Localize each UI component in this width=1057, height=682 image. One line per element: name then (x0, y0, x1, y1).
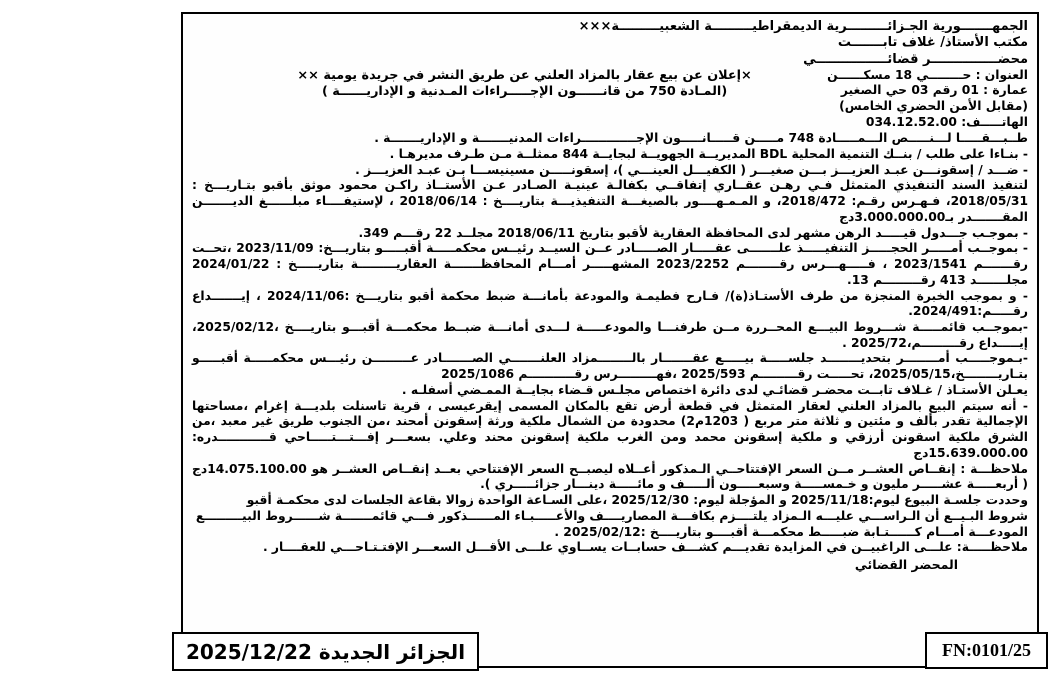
body-paragraph: ملاحظـــة : إنقــاص العشــر مــن السعر الإفتتاحــي الـمذكور أعــلاه ليصبــح السعر الإفتتاحي بعــد إنقــاص العشــر هو 14.075.100.00دج ( أربعـــــة عشـــــر مليون و خـمســـــة وسبعـــــون ألـــــف و مائـــــة دينـــار جزائـــــري ). (192, 461, 1028, 492)
body-paragraph: وحددت جلسـة البيوع ليوم:2025/11/18 و المؤجلة ليوم: 2025/12/30 ،على السـاعة الواحدة زوالا بقاعة الجلسات لدى محكمـة أقبو (246, 493, 1028, 508)
address-line-1: العنوان : حــــــــي 18 مسكــــــن (827, 67, 1028, 82)
body-paragraph: -بموجــب قائمـــــة شـــروط البيـــع المحــررة مــن طرفنـــا والمودعـــــة لـــدى أمانـــة ضبــط محكمـــة أقبـــو بتاريــــخ ،2025/02/12، إيـــــداع رقـــــــــم،2025/72 . (192, 320, 1028, 350)
body-paragraph: ملاحظـــــة: علـــى الراغبيــن في المزايدة تقديـــم كشـــف حسابــات يســاوي علـــى الأقـــل السعـــر الإفتـتـاحـــي للعقــــار . (262, 540, 1028, 555)
address-block (827, 68, 1028, 130)
bailiff-office-line: مكتب الأستاذ/ غلاف تابـــــــت (837, 35, 1028, 51)
bailiff-signature: المحضر القضائي (854, 557, 958, 573)
announcement-title-block (192, 68, 827, 101)
body-paragraph: - بموجـب جـــدول قيـــــد الرهن مشهر لدى المحافظة العقارية لأقبو بتاريخ 2018/06/11 مجلــد 22 رقـــم 349. (358, 225, 1028, 240)
announcement-subtitle: (المـادة 750 من قانــــــون الإجـــــراءات المـدنية و الإداريــــــة ) (321, 84, 728, 100)
reference-number: FN:0101/25 (942, 640, 1031, 660)
header-row (192, 68, 1028, 130)
newspaper-name-box (172, 632, 479, 671)
body-paragraph: شروط البـيــع أن الـراســـي عليـــه الـمزاد يلتــــزم بكافـــة المصاريــــف والأعـــــبـاء المــــــذكور فـــي قائمـــــــة شــــــروط البيـــــــــع (195, 508, 1028, 523)
body-paragraph: لتنفيذ السند التنفيذي المتمثل فـي رهـن عقــاري إتفاقــي بكفالـة عينيـة الصـادر عـن الأستــاذ راكـن محمود موثق بأقبو بتـاريـــخ : 2018/05/31، فـهـرس رقـم: 2018/472، و المـمـهــــور بالصيغـــة التنفيذيـــة بتاريــــخ : 2018/06/14 ، لإستيفــــاء مبلــــــغ الديـــــــن المقـــــــدر بـ3.000.000.00دج (192, 178, 1029, 224)
legal-notice-document (181, 12, 1039, 668)
body-paragraph: - أنه سيتم البيع بالمزاد العلني لعقار المتمثل في قطعة أرض تقع بالمكان المسمى إيقرعيسى ، قرية تاسنلت بلديـــة إغرام ،مساحتها الإجمالية تقدر بألف و مئتين و ثلاثة متر مربع ( 1203م2) محدودة من الشمال ملكية ورثة إسقونن أمحند ،من الجنوب طريق غير معبد ،من الشرق ملكية اسقونن أرزقي و ملكية إسقونن محمد ومن الغرب ملكية إسقونن محند وعلي. بسعـــر إفـــتـــتـــــاحي قــــــــــــدره: 15.639.000.00دج (192, 398, 1028, 460)
body-paragraph: يعـلن الأستـاذ / غـلاف تابــت محضـر قضائـي لدى دائرة اختصاص مجلـس قـضاء بجايــة الممـضي أسفلـه . (401, 382, 1028, 397)
body-paragraph: - ضـــد / إسقونـــن عبـد العزيـــز بـــن صغيـــر ( الكفيـــل العينـــي )، إسقونـــــن مسينيســـا بـن عبـد العزيـــز . (355, 162, 1028, 177)
phone-line: الهاتـــــف: 034.12.52.00 (865, 114, 1028, 129)
republic-header-line: الجمهـــــــورية الجـزائـــــــــرية الديمقراطيـــــــــة الشعبيـــــــــة××× (578, 19, 1028, 34)
body-paragraph: طــبـــقـــــا لـــنـــــص الـــمـــــادة 748 مـــــن قـــــانـــــون الإجـــــــــــــراءات المدنيـــــــة و الإداريـــــــة . (374, 131, 1028, 146)
newspaper-name-date: الجزائر الجديدة 2025/12/22 (185, 639, 466, 664)
reference-number-box (925, 632, 1048, 669)
body-paragraph: - بموجــب أمـــــر الحجـــــز التنفيـــــذ علـــــــى عقـــــار الصـــــادر عــن السيــد رئيــس محكمـــــة أقبـــــو بتاريـــخ: 2023/11/09 ،تحــت رقـــــــم 2023/1541 ، فـــــهـــرس رقــــــــم 2023/2252 المشهـــــر أمـــام المحافظـــــــة العقاريـــــــــة بتاريـــــخ : 2024/01/22 مجلـــــــد 413 رقـــــــــم 13. (192, 241, 1029, 287)
body-paragraph: -بـموجـــــب أمــــــــر بتحديــــــــد جلســـــة بيـــــع عقـــــــار بالــــــــمزاد العلنـــــــي الصـــــــادر عـــــــــن رئيـــس محكمـــــة أقبـــــو بتـاريــــــــخ،2025/05/15، تحـــــت رقـــــــــم 2025/593 ،فهـــــــــرس رقـــــــــــم 2025/1086 (192, 351, 1028, 382)
notice-body (192, 131, 1028, 556)
address-line-3: (مقابل الأمن الحضري الخامس) (839, 98, 1028, 113)
address-line-2: عمارة : 01 رقم 03 حي الصغير (840, 83, 1028, 98)
bailiff-title-line: محضـــــــــــــــر قضائــــــــــــــــي (803, 51, 1028, 67)
announcement-title: ×إعلان عن بيع عقار بالمزاد العلني عن طريق النشر في جريدة يومية ×× (297, 67, 752, 83)
body-paragraph: - بنـاءا على طلب / بنــك التنمية المحلية BDL المديريــة الجهويــة لبجايــة 844 ممثلــة مـن طـرف مديرهـا . (389, 146, 1028, 161)
body-paragraph: المودعـــة أمـــام كــــــتـابة ضبـــــط محكمـــة أقبــــو بتاريــــخ :2025/02/12 . (554, 524, 1028, 539)
body-paragraph: - و بموجب الخبرة المنجزة من طرف الأستـاذ(ة)/ فـارح فطيمـة والمودعة بأمانـــة ضبط محكمة أقبو بتاريـــخ :2024/11/06 ، إيـــــــداع رقـــــم:2024/491. (192, 288, 1028, 319)
